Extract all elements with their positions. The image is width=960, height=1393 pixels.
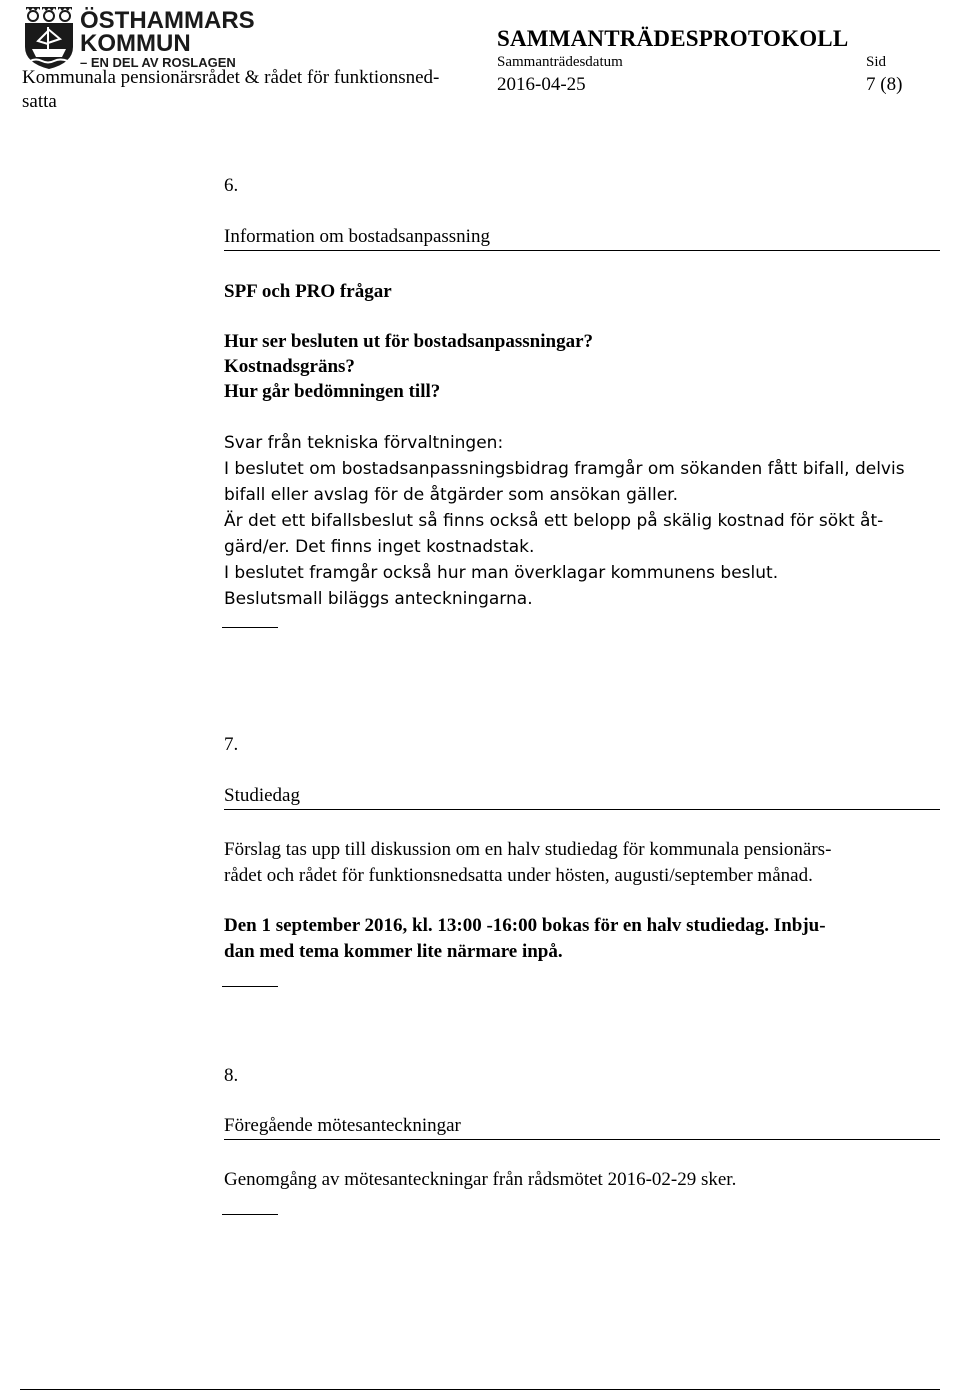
section-7-number: 7. (224, 734, 239, 755)
page-label: Sid (866, 54, 887, 70)
question-line: Kostnadsgräns? (224, 356, 355, 377)
section-8-number: 8. (224, 1065, 239, 1086)
answer-line: Svar från tekniska förvaltningen: (224, 433, 504, 453)
section-6-title: Information om bostadsanpassning (224, 226, 940, 251)
crest-icon (22, 3, 255, 70)
page-bottom-rule (20, 1389, 940, 1390)
meeting-date-value: 2016-04-25 (497, 74, 586, 95)
section-7-decision (224, 913, 940, 965)
organization-name (22, 66, 482, 114)
section-7-paragraph (224, 837, 940, 889)
question-line: Hur ser besluten ut för bostadsanpassningar? (224, 331, 593, 352)
answer-line: I beslutet framgår också hur man överklagar kommunens beslut. (224, 563, 779, 583)
section-6-heading: SPF och PRO frågar (224, 281, 392, 302)
answer-line: gärd/er. Det finns inget kostnadstak. (224, 537, 535, 557)
logo-line2: KOMMUN (80, 30, 191, 57)
section-6-number: 6. (224, 175, 239, 196)
logo-line3: – EN DEL AV ROSLAGEN (80, 55, 236, 70)
section-8-title: Föregående mötesanteckningar (224, 1115, 940, 1140)
meeting-date-label: Sammanträdesdatum (497, 54, 623, 70)
decision-line: dan med tema kommer lite närmare inpå. (224, 941, 563, 962)
section-6-answer (224, 430, 940, 612)
section-8-text: Genomgång av mötesanteckningar från rådsmötet 2016-02-29 sker. (224, 1169, 737, 1190)
section-divider (222, 986, 278, 987)
page-number: 7 (8) (866, 74, 903, 95)
question-line: Hur går bedömningen till? (224, 381, 441, 402)
section-divider (222, 1214, 278, 1215)
section-6-questions (224, 329, 940, 404)
organization-name-line1: Kommunala pensionärsrådet & rådet för funktionsned- (22, 67, 440, 88)
answer-line: Är det ett bifallsbeslut så finns också ett belopp på skälig kostnad för sökt åt- (224, 511, 884, 531)
organization-name-line2: satta (22, 91, 57, 112)
answer-line: Beslutsmall biläggs anteckningarna. (224, 589, 533, 609)
answer-line: I beslutet om bostadsanpassningsbidrag framgår om sökanden fått bifall, delvis (224, 459, 905, 479)
document-title: SAMMANTRÄDESPROTOKOLL (497, 26, 849, 51)
paragraph-line: Förslag tas upp till diskussion om en halv studiedag för kommunala pensionärs- (224, 839, 832, 860)
municipality-logo (22, 3, 255, 70)
paragraph-line: rådet och rådet för funktionsnedsatta under hösten, augusti/september månad. (224, 865, 813, 886)
section-7-title: Studiedag (224, 785, 940, 810)
answer-line: bifall eller avslag för de åtgärder som ansökan gäller. (224, 485, 679, 505)
logo-line1: ÖSTHAMMARS (80, 7, 255, 34)
decision-line: Den 1 september 2016, kl. 13:00 -16:00 bokas för en halv studiedag. Inbju- (224, 915, 826, 936)
section-divider (222, 627, 278, 628)
